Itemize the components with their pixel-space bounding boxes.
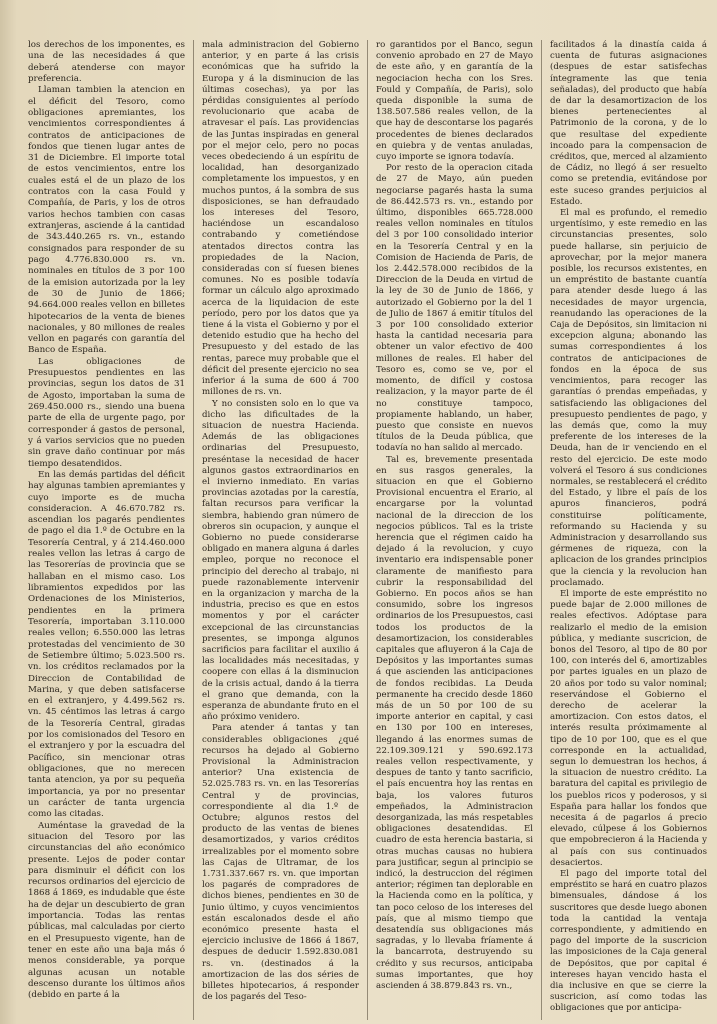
paragraph: Las obligaciones de Presupuestos pendientes en las provincias, segun los datos de 31 de Agosto, importaban la suma de 269.450.000 rs., siendo una buena parte de ella de urgente pago, por corresponder á gastos de personal, y á varios servicios que no pueden sin grave daño continuar por más tiempo desatendidos. (28, 356, 185, 469)
paragraph: los derechos de los imponentes, es una de las necesidades á que deberá atenderse con mayor preferencia. (28, 40, 185, 84)
paragraph: En las demás partidas del déficit hay algunas tambien apremiantes y cuyo importe es de mucha consideracion. A 46.670.782 rs. ascendian los pagarés pendientes de pago el dia 1.º de Octubre en la Tesorería Central, y á 214.460.000 reales vellon las letras á cargo de las Tesorerías de provincia que se hallaban en el mismo caso. Los libramientos expedidos por las Ordenaciones de los Ministerios, pendientes en la primera Tesorería, importaban 3.110.000 reales vellon; 6.550.000 las letras protestadas del vencimiento de 30 de Setiembre último; 5.023.500 rs. vn. los créditos reclamados por la Direccion de Contabilidad de Marina, y que deben satisfacerse en el extranjero, y 4.499.562 rs. vn. 45 céntimos las letras á cargo de la Tesorería Central, giradas por los comisionados del Tesoro en el extranjero y por la escuadra del Pacífico, sin mencionar otras obligaciones, que no merecen tanta atencion, ya por su pequeña importancia, ya por no presentar un carácter de tanta urgencia como las citadas. (28, 469, 185, 820)
paragraph: El mal es profundo, el remedio urgentísimo, y este remedio en las circunstancias presentes, solo puede hallarse, sin perjuicio de aprovechar, por la mejor manera posible, los recursos existentes, en un empréstito de bastante cuantía para atender desde luego á las necesidades de mayor urgencia, reanudando las operaciones de la Caja de Depósitos, sin limitacion ni excepcion alguna; abonando las sumas correspondientes á los contratos de anticipaciones de fondos en la época de sus vencimientos, para recoger las garantías ó prendas empeñadas, y satisfaciendo las obligaciones del presupuesto pendientes de pago, y las demás que, como la muy preferente de los intereses de la Deuda, han de ir venciendo en el resto del ejercicio. De este modo volverá el Tesoro á sus condiciones normales, se restablecerá el crédito del Estado, y libre el país de los apuros financieros, podrá constituirse políticamente, reformando su Hacienda y su Administracion y desarrollando sus gérmenes de riqueza, con la aplicacion de los grandes principios que la ciencia y la revolucion han proclamado. (550, 208, 707, 588)
paragraph: facilitados á la dinastía caida á cuenta de futuras asignaciones (despues de estar satisfechas íntegramente las que tenia señaladas), del producto que había de dar la desamortizacion de los bienes pertenecientes al Patrimonio de la corona, y de lo que resultase del expediente incoado para la compensacion de créditos, que, merced al alzamiento de Cádiz, no llegó á ser resuelto como se pretendia, evitándose por este suceso grandes perjuicios al Estado. (550, 40, 707, 207)
paragraph: Auméntase la gravedad de la situacion del Tesoro por las circunstancias del año económico presente. Lejos de poder contar para disminuir el déficit con los recursos ordinarios del ejercicio de 1868 á 1869, es indudable que éste ha de dejar un descubierto de gran importancia. Todas las rentas públicas, mal calculadas por cierto en el Presupuesto vigente, han de tener en este año una baja más ó menos considerable, ya porque algunas acusan un notable descenso durante los últimos años (debido en parte á la (28, 820, 185, 1001)
column-rule (541, 40, 542, 1020)
paragraph: Por resto de la operacion citada de 27 de Mayo, aún pueden negociarse pagarés hasta la suma de 86.442.573 rs. vn., estando por último, disponibles 665.728.000 reales vellon nominales en títulos del 3 por 100 consolidado interior en la Tesorería Central y en la Comision de Hacienda de Paris, de los 2.442.578.000 recibidos de la Direccion de la Deuda en virtud de la ley de 30 de Junio de 1866, y autorizado el Gobierno por la del 1 de Julio de 1867 á emitir títulos del 3 por 100 consolidado exterior hasta la cantidad necesaria para obtener un valor efectivo de 400 millones de reales. El haber del Tesoro es, como se ve, por el momento, de difícil y costosa realizacion, y la mayor parte de él no constituye tampoco, propiamente hablando, un haber, puesto que consiste en nuevos títulos de la Deuda pública, que todavía no han salido al mercado. (376, 163, 533, 454)
column-rule (193, 40, 194, 1020)
text-columns (28, 40, 707, 1020)
paragraph: El importe de este empréstito no puede bajar de 2.000 millones de reales efectivos. Adóptase para realizarlo el medio de la emision pública, y mediante suscricion, de bonos del Tesoro, al tipo de 80 por 100, con interés del 6, amortizables por partes iguales en un plazo de 20 años por todo su valor nominal; reservándose el Gobierno el derecho de acelerar la amortizacion. Con estos datos, el interés resulta próximamente al tipo de 10 por 100, que es el que corresponde en la actualidad, segun lo demuestran los hechos, á la situacion de nuestro crédito. La baratura del capital es privilegio de los pueblos ricos y poderosos, y si España para hallar los fondos que necesita á de pagarlos á precio elevado, cúlpese á los Gobiernos que empobrecieron á la Hacienda y al país con sus continuados desaciertos. (550, 588, 707, 868)
paragraph: ro garantidos por el Banco, segun convenio aprobado en 27 de Mayo de este año, y en garantía de la negociacion hecha con los Sres. Fould y Compañía, de Paris), solo queda disponible la suma de 138.507.586 reales vellon, de la que hay de descontarse los pagarés procedentes de bienes declarados en quiebra y de ventas anuladas, cuyo importe se ignora todavía. (376, 40, 533, 163)
paragraph: Tal es, brevemente presentada en sus rasgos generales, la situacion en que el Gobierno Provisional encuentra el Erario, al encargarse por la voluntad nacional de la direccion de los negocios públicos. Tal es la triste herencia que el régimen caido ha dejado á la revolucion, y cuyo inventario era indispensable poner claramente de manifiesto para cubrir la responsabilidad del Gobierno. En pocos años se han consumido, sobre los ingresos ordinarios de los Presupuestos, casi todos los productos de la desamortizacion, los considerables capitales que afluyeron á la Caja de Depósitos y las importantes sumas á que ascienden las anticipaciones de fondos recibidas. La Deuda permanente ha crecido desde 1860 más de un 50 por 100 de su importe anterior en capital, y casi en 130 por 100 en intereses, llegando á las enormes sumas de 22.109.309.121 y 590.692.173 reales vellon respectivamente, y despues de tanto y tanto sacrificio, el país encuentra hoy las rentas en baja, los valores futuros empeñados, la Administracion desorganizada, las más respetables obligaciones desatendidas. El cuadro de esta herencia bastaria, si otras muchas causas no hubiera para justificar, segun al principio se indicó, la destruccion del régimen anterior; régimen tan deplorable en la Hacienda como en la política, y tan poco celoso de los intereses del país, que al mismo tiempo que desatendía sus obligaciones más sagradas, y lo llevaba fríamente á la bancarrota, destruyendo su crédito y sus recursos, anticipaba sumas importantes, que hoy ascienden á 38.879.843 rs. vn., (376, 454, 533, 992)
column-4 (550, 40, 707, 1020)
column-2 (202, 40, 359, 1020)
paragraph: Para atender á tantas y tan considerables obligaciones ¿qué recursos ha dejado al Gobierno Provisional la Administracion anterior? Una existencia de 52.025.783 rs. vn. en las Tesorerías Central y de provincias, correspondiente al dia 1.º de Octubre; algunos restos del producto de las ventas de bienes desamortizados, y varios créditos irrealizables por el momento sobre las Cajas de Ultramar, de los 1.731.337.667 rs. vn. que importan los pagarés de compradores de dichos bienes, pendientes en 30 de Junio último, y cuyos vencimientos están escalonados desde el año económico presente hasta el ejercicio inclusive de 1866 á 1867, despues de deducir 1.592.830.081 rs. vn. (destinados á la amortizacion de las dos séries de billetes hipotecarios, á responder de los pagarés del Teso- (202, 723, 359, 1003)
column-rule (367, 40, 368, 1020)
column-3 (376, 40, 533, 1020)
paragraph: mala administracion del Gobierno anterior, y en parte á las crisis económicas que ha sufrido la Europa y á la disminucion de las últimas cosechas), ya por las pérdidas consiguientes al período revolucionario que acaba de atravesar el país. Las providencias de las Juntas inspiradas en general por el mejor celo, pero no pocas veces obedeciendo á un espíritu de localidad, han desorganizado completamente los impuestos, y en muchos puntos, á la sombra de sus disposiciones, se han defraudado los intereses del Tesoro, haciéndose un escandaloso contrabando y cometiéndose atentados directos contra las propiedades de la Nacion, consideradas con sí fuesen bienes comunes. No es posible todavía formar un cálculo algo aproximado acerca de la liquidacion de este período, pero por los datos que ya tiene á la vista el Gobierno y por el detenido estudio que ha hecho del Presupuesto y del estado de las rentas, parece muy probable que el déficit del presente ejercicio no sea inferior á la suma de 600 á 700 millones de rs. vn. (202, 40, 359, 398)
paragraph: El pago del importe total del empréstito se hará en cuatro plazos bimensuales, dándose á los suscritores que desde luego abonen toda la cantidad la ventaja correspondiente, y admitiendo en pago del importe de la suscricion las imposiciones de la Caja general de Depósitos, que por capital é intereses hayan vencido hasta el dia inclusive en que se cierre la suscricion, así como todas las obligaciones que por anticipa- (550, 869, 707, 1014)
paragraph: Y no consisten solo en lo que va dicho las dificultades de la situacion de nuestra Hacienda. Además de las obligaciones ordinarias del Presupuesto, preséntase la necesidad de hacer algunos gastos extraordinarios en el invierno inmediato. En varias provincias azotadas por la carestía, faltan recursos para verificar la siembra, habiendo gran número de obreros sin ocupacion, y aunque el Gobierno no puede considerarse obligado en manera alguna á darles empleo, porque no reconoce el principio del derecho al trabajo, ni puede razonablemente intervenir en la organizacion y marcha de la industria, preciso es que en estos momentos y por el carácter excepcional de las circunstancias presentes, se imponga algunos sacrificios para facilitar el auxilio á las localidades más necesitadas, y coopere con ellas á la disminucion de la crisis actual, dando á la tierra el grano que demanda, con la esperanza de abundante fruto en el año próximo venidero. (202, 398, 359, 723)
column-1 (28, 40, 185, 1020)
paragraph: Llaman tambien la atencion en el déficit del Tesoro, como obligaciones apremiantes, los vencimientos correspondientes á contratos de anticipaciones de fondos que tienen lugar antes de 31 de Diciembre. El importe total de estos vencimientos, entre los cuales está el de un plazo de los contratos con la casa Fould y Compañía, de Paris, y los de otros varios hechos tambien con casas extranjeras, asciende á la cantidad de 343.440.265 rs. vn., estando consignados para responder de su pago 4.776.830.000 rs. vn. nominales en títulos de 3 por 100 de la emision autorizada por la ley de 30 de Junio de 1866; 94.664.000 reales vellon en billetes hipotecarios de la venta de bienes nacionales, y 80 millones de reales vellon en pagarés con garantía del Banco de España. (28, 85, 185, 356)
page-binding-edge (0, 0, 16, 1024)
